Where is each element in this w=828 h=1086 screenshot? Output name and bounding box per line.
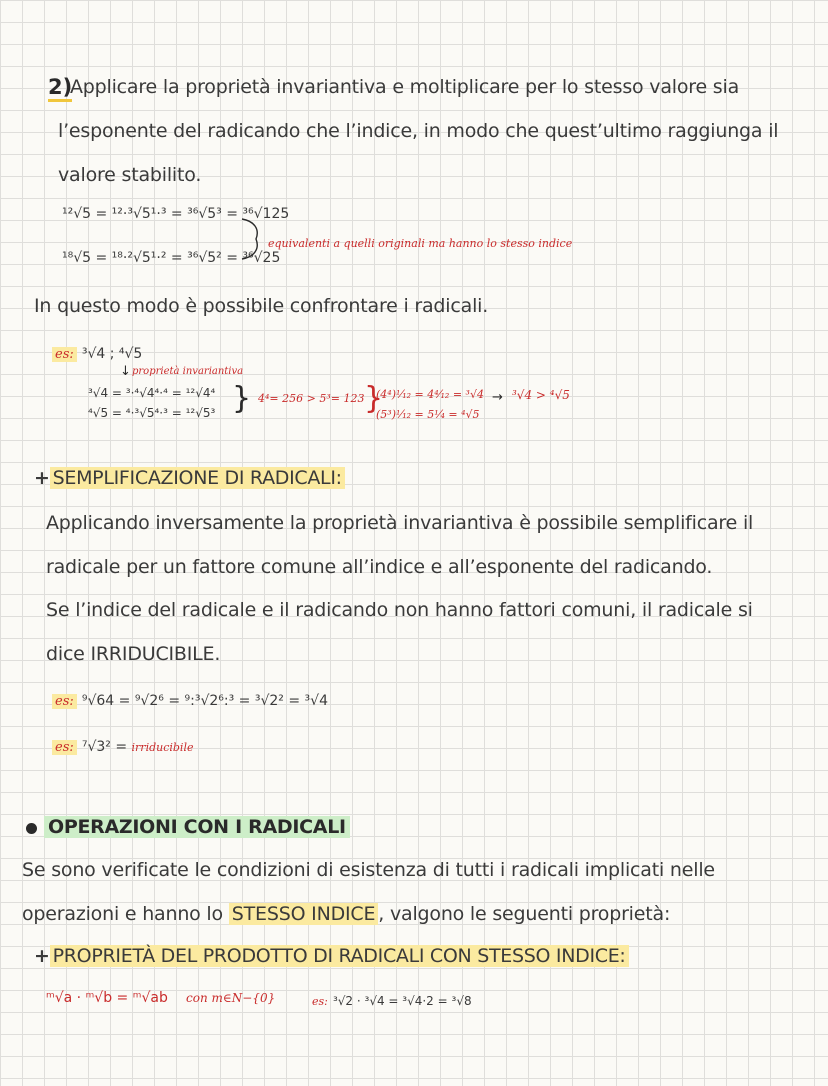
formula-line: ⁴√5 = ⁴·³√5⁴·³ = ¹²√5³ [88, 406, 216, 420]
formula-line: ¹⁸√5 = ¹⁸·²√5¹·² = ³⁶√5² = ³⁶√25 [62, 250, 281, 266]
paragraph-line: In questo modo è possibile confrontare i radicali. [34, 295, 489, 317]
plus-icon: + [34, 945, 50, 967]
plus-icon: + [34, 467, 50, 489]
highlighted-text: STESSO INDICE [229, 903, 379, 925]
section-heading [34, 467, 345, 489]
example-label: es: [312, 995, 328, 1008]
example-formula: ³√2 · ³√4 = ³√4·2 = ³√8 [332, 994, 472, 1008]
example-label: es: [52, 694, 77, 709]
section-heading [34, 945, 629, 967]
example-highlight [52, 690, 328, 709]
example-label: es: [52, 740, 77, 755]
example-formula: ⁹√64 = ⁹√2⁶ = ⁹:³√2⁶:³ = ³√2² = ³√4 [81, 693, 328, 709]
example-note: irriducibile [131, 741, 194, 754]
section-number-label: 2) [48, 75, 72, 102]
product-condition: con m∈N−{0} [186, 991, 276, 1005]
paragraph-line: Applicando inversamente la proprietà invariantiva è possibile semplificare il [46, 512, 754, 534]
right-arrow-icon: → [492, 390, 503, 405]
formula-line: ¹²√5 = ¹²·³√5¹·³ = ³⁶√5³ = ³⁶√125 [62, 206, 290, 222]
bracket-arrow [240, 213, 264, 267]
down-arrow-icon: ↓ [120, 364, 131, 379]
heading-label: SEMPLIFICAZIONE DI RADICALI: [50, 467, 345, 489]
annotation-note: equivalenti a quelli originali ma hanno lo stesso indice [268, 237, 573, 250]
paragraph-line [22, 903, 670, 925]
paragraph-text: , valgono le seguenti proprietà: [378, 903, 671, 925]
section-heading [44, 816, 350, 838]
right-brace: } [232, 381, 252, 416]
paragraph-line: Se l’indice del radicale e il radicando non hanno fattori comuni, il radicale si [46, 599, 753, 621]
paragraph-line: radicale per un fattore comune all’indice e all’esponente del radicando. [46, 556, 713, 578]
example-highlight [52, 343, 142, 362]
section-number [48, 75, 72, 99]
bullet-icon [26, 823, 37, 834]
paragraph-text: operazioni e hanno lo [22, 903, 229, 925]
example-label: es: [52, 347, 77, 362]
example-formula: ⁷√3² = [81, 739, 132, 755]
left-brace: } [364, 381, 384, 416]
example-radicals: ³√4 ; ⁴√5 [81, 346, 143, 362]
arrow-note: proprietà invariantiva [132, 366, 244, 377]
product-rule: ᵐ√a · ᵐ√b = ᵐ√ab [46, 990, 168, 1006]
heading-label: OPERAZIONI CON I RADICALI [44, 816, 350, 838]
paragraph-line: l’esponente del radicando che l’indice, in modo che quest’ultimo raggiunga il [58, 120, 779, 142]
formula-line: ³√4 = ³·⁴√4⁴·⁴ = ¹²√4⁴ [88, 386, 216, 400]
heading-label: PROPRIETÀ DEL PRODOTTO DI RADICALI CON STESSO INDICE: [50, 945, 629, 967]
paragraph-line: valore stabilito. [58, 164, 202, 186]
paragraph-line: dice IRRIDUCIBILE. [46, 643, 221, 665]
example-result: ³√4 > ⁴√5 [512, 388, 570, 402]
formula-line: (4⁴)¹⁄₁₂ = 4⁴⁄₁₂ = ³√4 [376, 388, 484, 401]
example-highlight [52, 736, 193, 755]
paragraph-line: Applicare la proprietà invariantiva e moltiplicare per lo stesso valore sia [70, 76, 740, 98]
example-highlight [312, 990, 472, 1009]
paragraph-line: Se sono verificate le condizioni di esistenza di tutti i radicali implicati nelle [22, 859, 715, 881]
comparison: 4⁴= 256 > 5³= 123 [258, 392, 365, 405]
formula-line: (5³)¹⁄₁₂ = 5¹⁄₄ = ⁴√5 [376, 408, 480, 421]
